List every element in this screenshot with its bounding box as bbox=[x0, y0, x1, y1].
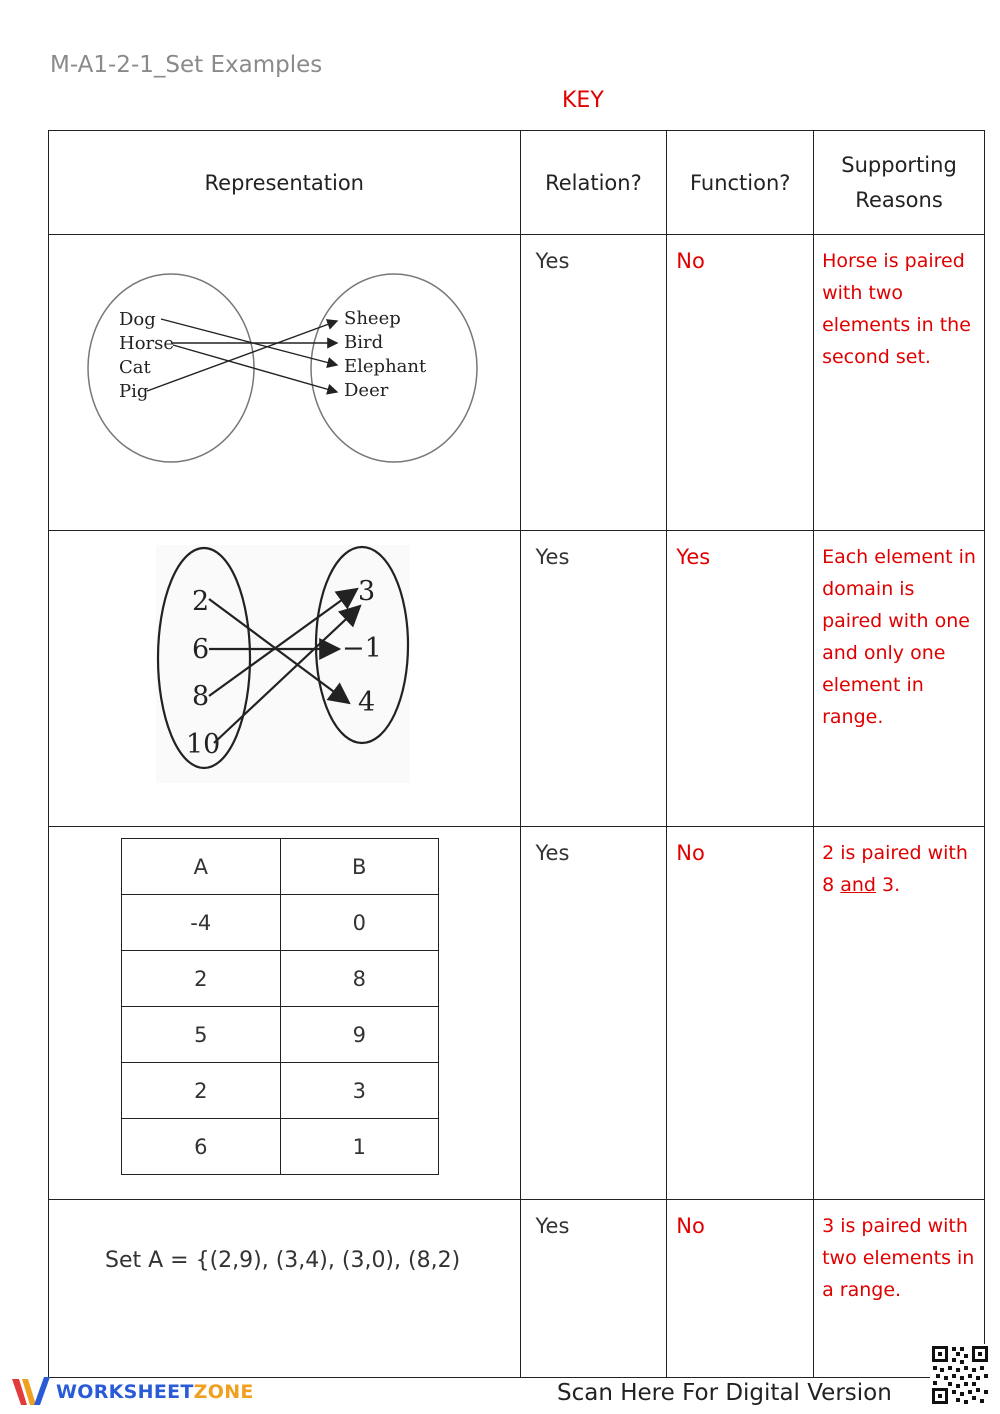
set-a-notation: Set A = {(2,9), (3,4), (3,0), (8,2) bbox=[105, 1248, 461, 1273]
header-function: Function? bbox=[667, 131, 814, 235]
document-title: M-A1-2-1_Set Examples bbox=[50, 52, 323, 78]
relation-answer: Yes bbox=[535, 1214, 570, 1238]
qr-code-icon[interactable] bbox=[930, 1344, 990, 1406]
ab-cell: 2 bbox=[122, 1063, 281, 1119]
header-supporting-reasons bbox=[814, 131, 985, 235]
domain-item: 2 bbox=[192, 586, 210, 617]
ab-cell: 5 bbox=[122, 1007, 281, 1063]
function-answer: No bbox=[676, 1214, 705, 1238]
domain-item: Cat bbox=[119, 357, 151, 378]
arrow-pig-sheep bbox=[147, 321, 337, 391]
domain-item: 10 bbox=[186, 729, 221, 760]
supporting-reason: 2 is paired with 8 and 3. bbox=[822, 842, 968, 896]
underlined-word: and bbox=[840, 874, 876, 896]
ab-header-b: B bbox=[280, 839, 439, 895]
ab-header-a: A bbox=[122, 839, 281, 895]
ab-cell: -4 bbox=[122, 895, 281, 951]
supporting-reason: Each element in domain is paired with one and only one element in range. bbox=[822, 546, 976, 728]
representation-cell bbox=[49, 827, 521, 1200]
table-row bbox=[49, 531, 985, 827]
header-supporting-line2: Reasons bbox=[855, 187, 943, 212]
worksheet-zone-logo[interactable] bbox=[10, 1375, 254, 1409]
arrow-dog-elephant bbox=[161, 319, 337, 365]
function-answer: No bbox=[676, 841, 705, 865]
function-answer: No bbox=[676, 249, 705, 273]
ab-cell: 0 bbox=[280, 895, 439, 951]
supporting-reason: Horse is paired with two elements in the second set. bbox=[822, 250, 971, 368]
table-header-row bbox=[49, 131, 985, 235]
relation-answer: Yes bbox=[535, 545, 570, 569]
key-label: KEY bbox=[562, 88, 604, 113]
ab-cell: 3 bbox=[280, 1063, 439, 1119]
header-representation: Representation bbox=[49, 131, 521, 235]
supporting-reason: 3 is paired with two elements in a range. bbox=[822, 1215, 975, 1301]
logo-w-icon bbox=[10, 1375, 52, 1409]
header-supporting-line1: Supporting bbox=[841, 152, 957, 177]
ab-cell: 1 bbox=[280, 1119, 439, 1175]
range-item: −1 bbox=[342, 633, 382, 664]
range-item: Sheep bbox=[344, 308, 401, 329]
table-row bbox=[49, 235, 985, 531]
scan-text: Scan Here For Digital Version bbox=[557, 1380, 892, 1406]
domain-item: 6 bbox=[192, 634, 210, 665]
domain-item: Pig bbox=[119, 381, 149, 402]
table-row bbox=[49, 1200, 985, 1378]
domain-item: Dog bbox=[119, 309, 156, 330]
header-relation: Relation? bbox=[520, 131, 667, 235]
representation-cell bbox=[49, 235, 521, 531]
range-item: 3 bbox=[358, 576, 376, 607]
function-answer: Yes bbox=[676, 545, 711, 569]
ab-cell: 8 bbox=[280, 951, 439, 1007]
range-item: Deer bbox=[344, 380, 389, 401]
domain-oval bbox=[88, 274, 254, 462]
range-item: Elephant bbox=[344, 356, 427, 377]
ab-cell: 6 bbox=[122, 1119, 281, 1175]
relations-table bbox=[48, 130, 985, 1378]
ab-table bbox=[121, 838, 439, 1175]
logo-text-zone: ZONE bbox=[193, 1381, 254, 1403]
domain-item: 8 bbox=[192, 681, 210, 712]
mapping-diagram-numbers bbox=[49, 531, 518, 822]
mapping-diagram-animals bbox=[49, 235, 518, 526]
logo-text-worksheet: WORKSHEET bbox=[56, 1381, 194, 1403]
range-item: Bird bbox=[344, 332, 384, 353]
range-item: 4 bbox=[358, 687, 376, 718]
relation-answer: Yes bbox=[535, 841, 570, 865]
domain-item: Horse bbox=[119, 333, 175, 354]
table-row bbox=[49, 827, 985, 1200]
ab-cell: 9 bbox=[280, 1007, 439, 1063]
representation-cell bbox=[49, 531, 521, 827]
relation-answer: Yes bbox=[535, 249, 570, 273]
ab-cell: 2 bbox=[122, 951, 281, 1007]
representation-cell bbox=[49, 1200, 521, 1378]
